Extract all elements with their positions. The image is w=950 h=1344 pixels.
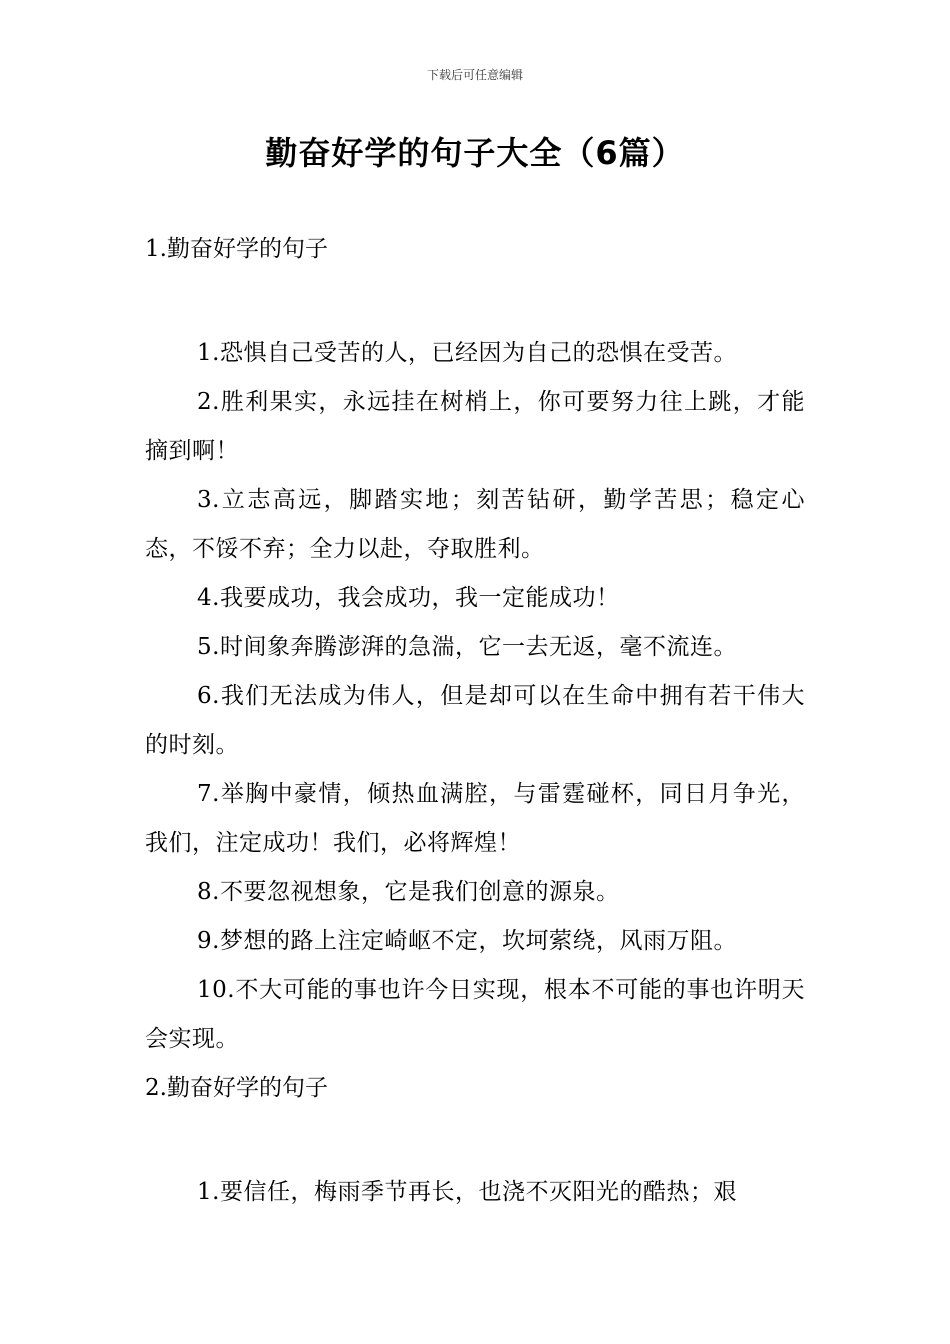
list-item: 3.立志高远，脚踏实地；刻苦钻研，勤学苦思；稳定心态，不馁不弃；全力以赴，夺取胜利。 <box>145 487 805 562</box>
section-heading: 1.勤奋好学的句子 <box>145 236 328 262</box>
document-body <box>145 225 805 1217</box>
list-item: 7.举胸中豪情，倾热血满腔，与雷霆碰杯，同日月争光，我们，注定成功！我们，必将辉煌！ <box>145 781 805 856</box>
list-item: 1.恐惧自己受苦的人，已经因为自己的恐惧在受苦。 <box>197 340 737 366</box>
document-title: 勤奋好学的句子大全（6篇） <box>265 134 685 172</box>
section-heading: 2.勤奋好学的句子 <box>145 1075 328 1101</box>
list-item: 10.不大可能的事也许今日实现，根本不可能的事也许明天会实现。 <box>145 977 805 1052</box>
section-spacer <box>145 1113 805 1168</box>
header-note: 下载后可任意编辑 <box>426 68 523 82</box>
section-spacer <box>145 274 805 329</box>
list-item: 5.时间象奔腾澎湃的急湍，它一去无返，毫不流连。 <box>197 634 737 660</box>
list-item: 2.胜利果实，永远挂在树梢上，你可要努力往上跳，才能摘到啊！ <box>145 389 805 464</box>
list-item: 1.要信任，梅雨季节再长，也浇不灭阳光的酷热；艰 <box>197 1179 737 1205</box>
list-item: 6.我们无法成为伟人，但是却可以在生命中拥有若干伟大的时刻。 <box>145 683 805 758</box>
list-item: 9.梦想的路上注定崎岖不定，坎坷萦绕，风雨万阻。 <box>197 928 737 954</box>
list-item: 4.我要成功，我会成功，我一定能成功！ <box>197 585 620 611</box>
list-item: 8.不要忽视想象，它是我们创意的源泉。 <box>197 879 620 905</box>
